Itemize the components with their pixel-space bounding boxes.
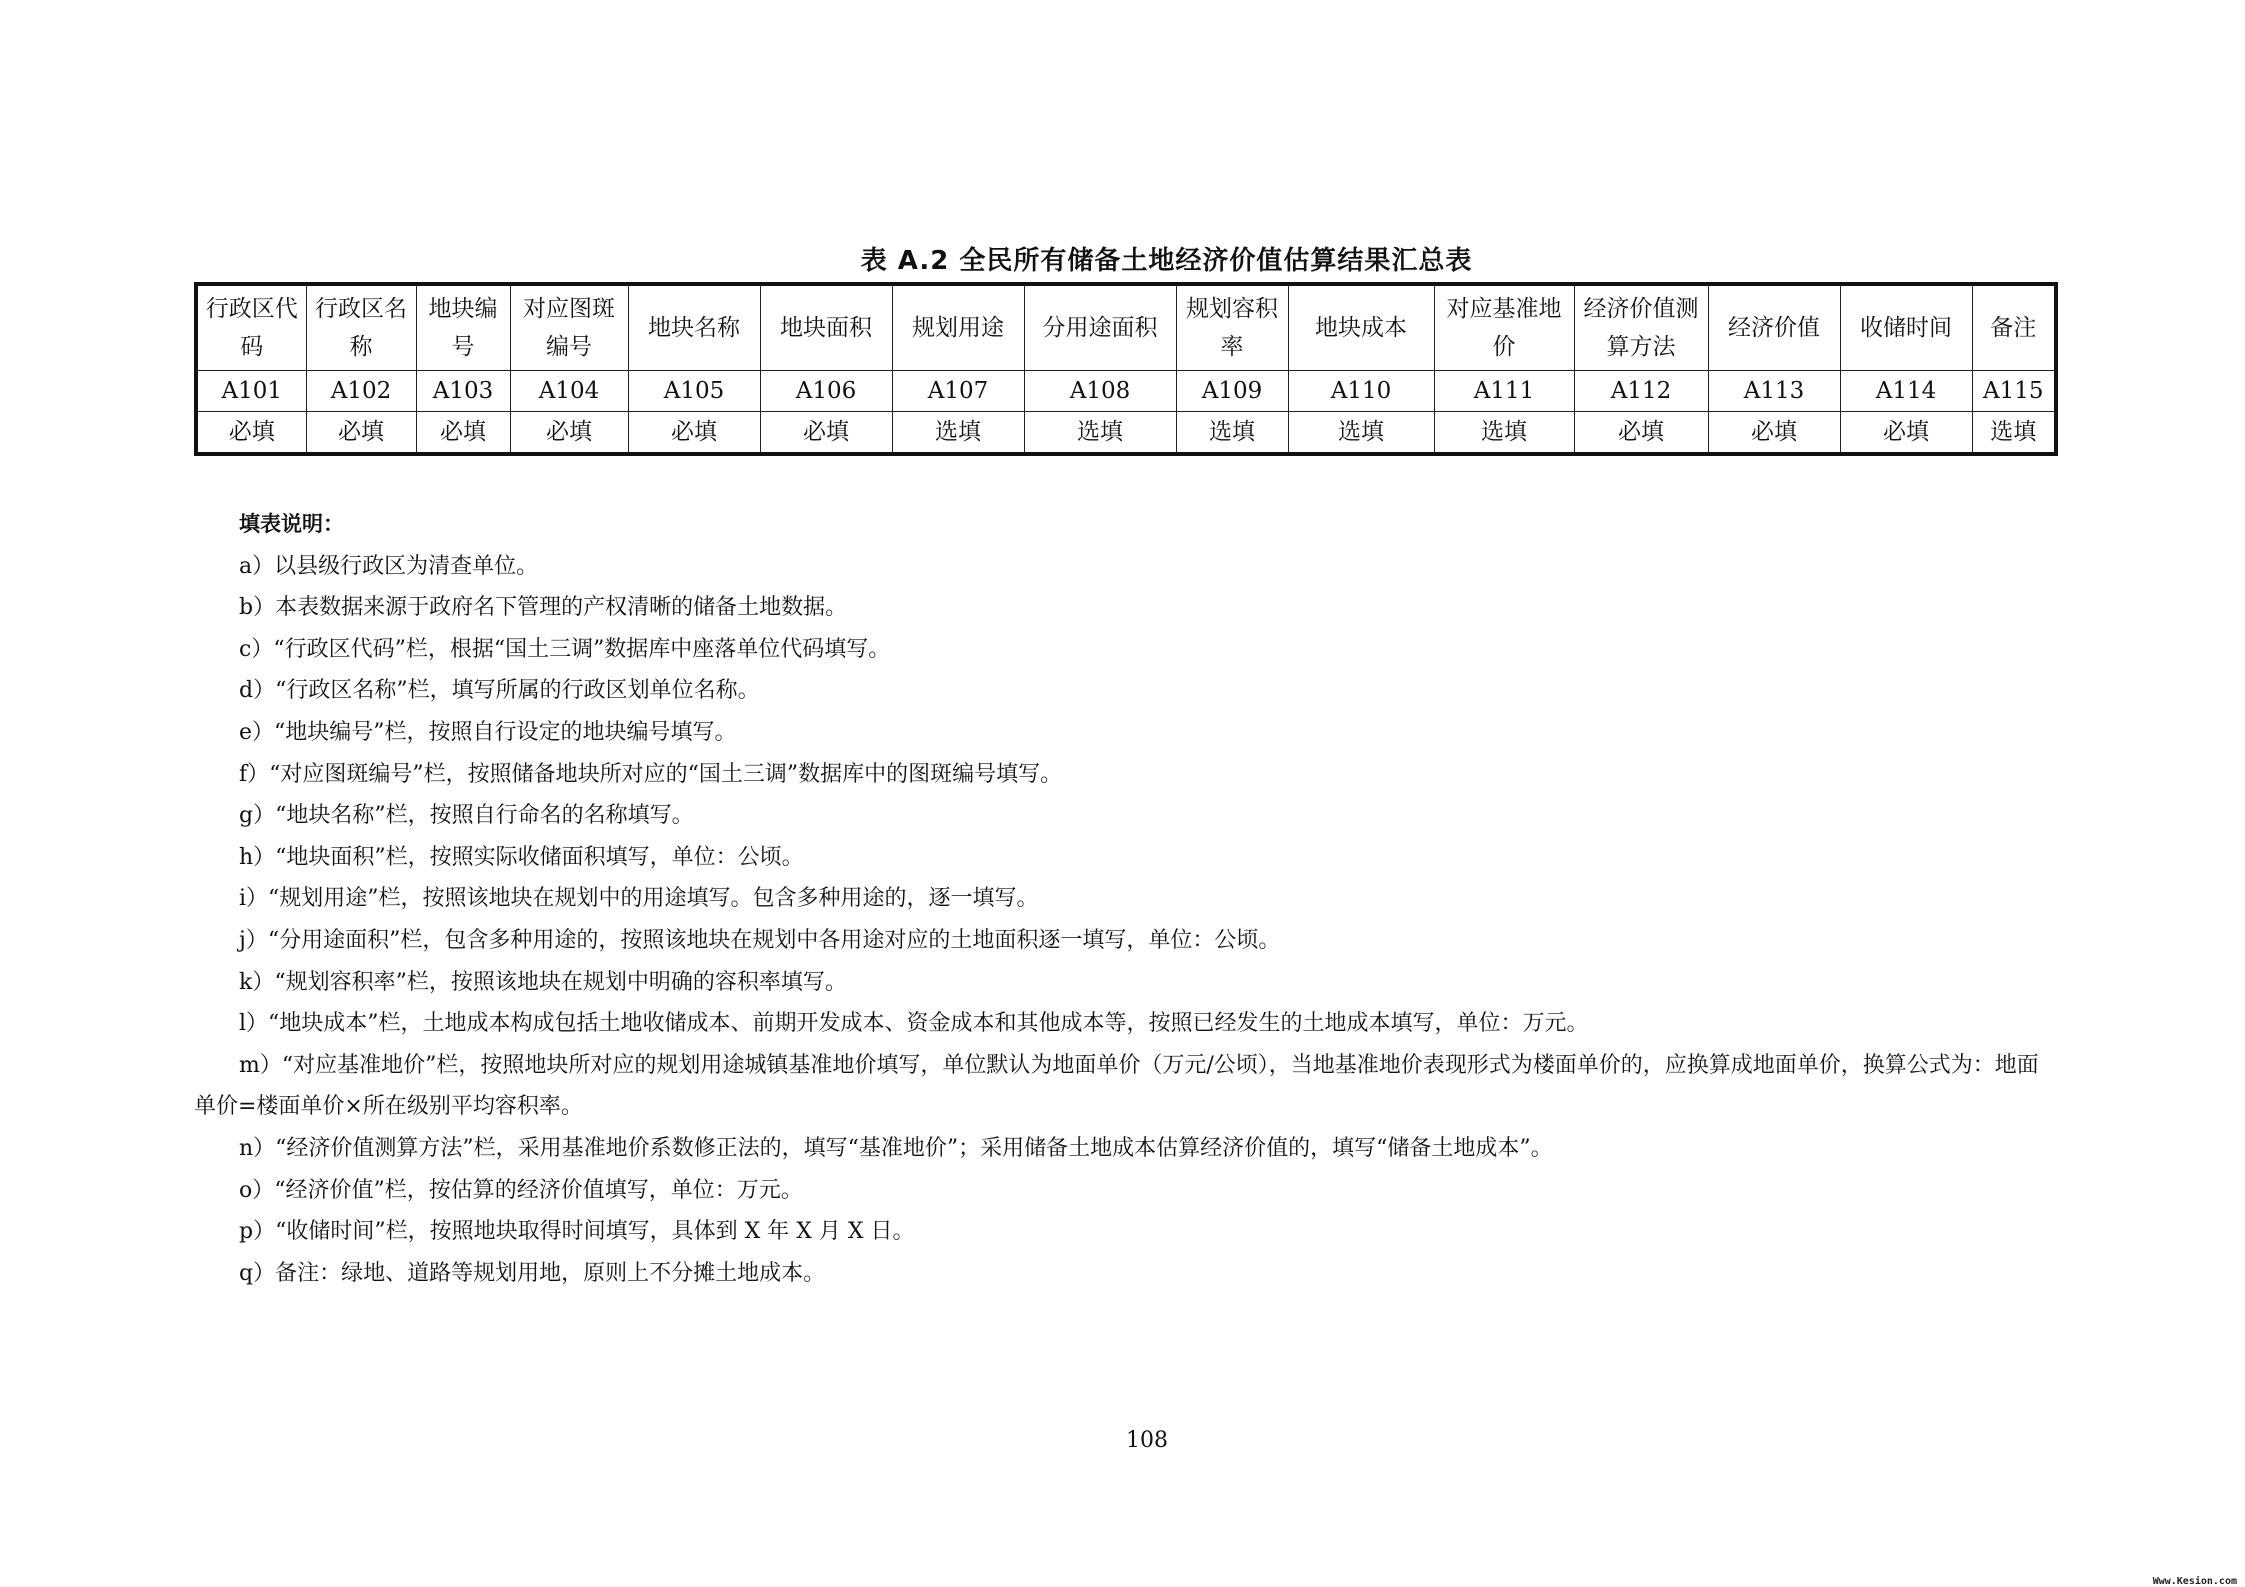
code-cell: A102 [306, 371, 416, 412]
requirement-cell: 选填 [1972, 412, 2056, 455]
requirement-cell: 选填 [1024, 412, 1176, 455]
note-item: q）备注：绿地、道路等规划用地，原则上不分摊土地成本。 [239, 1260, 826, 1286]
note-item: e）“地块编号”栏，按照自行设定的地块编号填写。 [239, 719, 737, 745]
header-cell: 地块名称 [628, 284, 760, 371]
header-cell: 地块编号 [416, 284, 510, 371]
header-cell: 地块面积 [760, 284, 892, 371]
header-cell: 经济价值测算方法 [1574, 284, 1708, 371]
header-cell: 规划用途 [892, 284, 1024, 371]
header-cell: 地块成本 [1288, 284, 1434, 371]
requirement-cell: 必填 [306, 412, 416, 455]
requirement-cell: 选填 [892, 412, 1024, 455]
code-cell: A105 [628, 371, 760, 412]
code-cell: A111 [1434, 371, 1574, 412]
note-item: d）“行政区名称”栏，填写所属的行政区划单位名称。 [239, 678, 760, 704]
requirement-cell: 必填 [628, 412, 760, 455]
note-item: i）“规划用途”栏，按照该地块在规划中的用途填写。包含多种用途的，逐一填写。 [239, 886, 1039, 912]
note-item: o）“经济价值”栏，按估算的经济价值填写，单位：万元。 [239, 1177, 803, 1203]
header-cell: 分用途面积 [1024, 284, 1176, 371]
header-cell: 行政区代码 [196, 284, 306, 371]
note-item: l）“地块成本”栏，土地成本构成包括土地收储成本、前期开发成本、资金成本和其他成本等，按照已经发生的土地成本填写，单位：万元。 [239, 1011, 1589, 1037]
requirement-cell: 必填 [416, 412, 510, 455]
code-cell: A109 [1176, 371, 1288, 412]
note-item: f）“对应图斑编号”栏，按照储备地块所对应的“国土三调”数据库中的图斑编号填写。 [239, 761, 1063, 787]
header-cell: 经济价值 [1708, 284, 1840, 371]
note-item: p）“收储时间”栏，按照地块取得时间填写，具体到 X 年 X 月 X 日。 [239, 1219, 915, 1245]
code-cell: A113 [1708, 371, 1840, 412]
requirement-cell: 选填 [1176, 412, 1288, 455]
code-cell: A106 [760, 371, 892, 412]
requirement-cell: 必填 [1840, 412, 1972, 455]
code-cell: A104 [510, 371, 628, 412]
header-cell: 行政区名称 [306, 284, 416, 371]
summary-table [194, 282, 2058, 456]
requirement-cell: 必填 [196, 412, 306, 455]
code-cell: A115 [1972, 371, 2056, 412]
note-item: c）“行政区代码”栏，根据“国土三调”数据库中座落单位代码填写。 [239, 636, 891, 662]
watermark: Www.Kesion.com [2152, 1576, 2237, 1587]
page-number: 108 [1126, 1428, 1168, 1453]
code-cell: A101 [196, 371, 306, 412]
requirement-cell: 必填 [1574, 412, 1708, 455]
header-cell: 规划容积率 [1176, 284, 1288, 371]
requirement-cell: 必填 [510, 412, 628, 455]
note-item: a）以县级行政区为清查单位。 [239, 553, 539, 579]
header-row [196, 284, 2056, 371]
note-item: h）“地块面积”栏，按照实际收储面积填写，单位：公顷。 [239, 844, 804, 870]
requirement-row [196, 412, 2056, 455]
requirement-cell: 选填 [1288, 412, 1434, 455]
requirement-cell: 必填 [760, 412, 892, 455]
requirement-cell: 必填 [1708, 412, 1840, 455]
code-cell: A114 [1840, 371, 1972, 412]
code-cell: A108 [1024, 371, 1176, 412]
code-cell: A107 [892, 371, 1024, 412]
requirement-cell: 选填 [1434, 412, 1574, 455]
table-title: 表 A.2 全民所有储备土地经济价值估算结果汇总表 [860, 246, 1473, 276]
note-item: m）“对应基准地价”栏，按照地块所对应的规划用途城镇基准地价填写，单位默认为地面单价（万元/公顷），当地基准地价表现形式为楼面单价的，应换算成地面单价，换算公式为：地面单价=楼面单价×所在级别平均容积率。 [194, 1052, 2039, 1120]
note-item: g）“地块名称”栏，按照自行命名的名称填写。 [239, 803, 694, 829]
code-cell: A103 [416, 371, 510, 412]
note-item: b）本表数据来源于政府名下管理的产权清晰的储备土地数据。 [239, 595, 848, 621]
header-cell: 备注 [1972, 284, 2056, 371]
note-item: n）“经济价值测算方法”栏，采用基准地价系数修正法的，填写“基准地价”；采用储备土地成本估算经济价值的，填写“储备土地成本”。 [239, 1135, 1553, 1161]
notes-heading: 填表说明： [239, 512, 344, 536]
header-cell: 收储时间 [1840, 284, 1972, 371]
header-cell: 对应基准地价 [1434, 284, 1574, 371]
note-item: k）“规划容积率”栏，按照该地块在规划中明确的容积率填写。 [239, 969, 847, 995]
code-cell: A112 [1574, 371, 1708, 412]
filling-instructions [194, 504, 2054, 1294]
header-cell: 对应图斑编号 [510, 284, 628, 371]
code-cell: A110 [1288, 371, 1434, 412]
note-item: j）“分用途面积”栏，包含多种用途的，按照该地块在规划中各用途对应的土地面积逐一填写，单位：公顷。 [239, 927, 1281, 953]
code-row [196, 371, 2056, 412]
